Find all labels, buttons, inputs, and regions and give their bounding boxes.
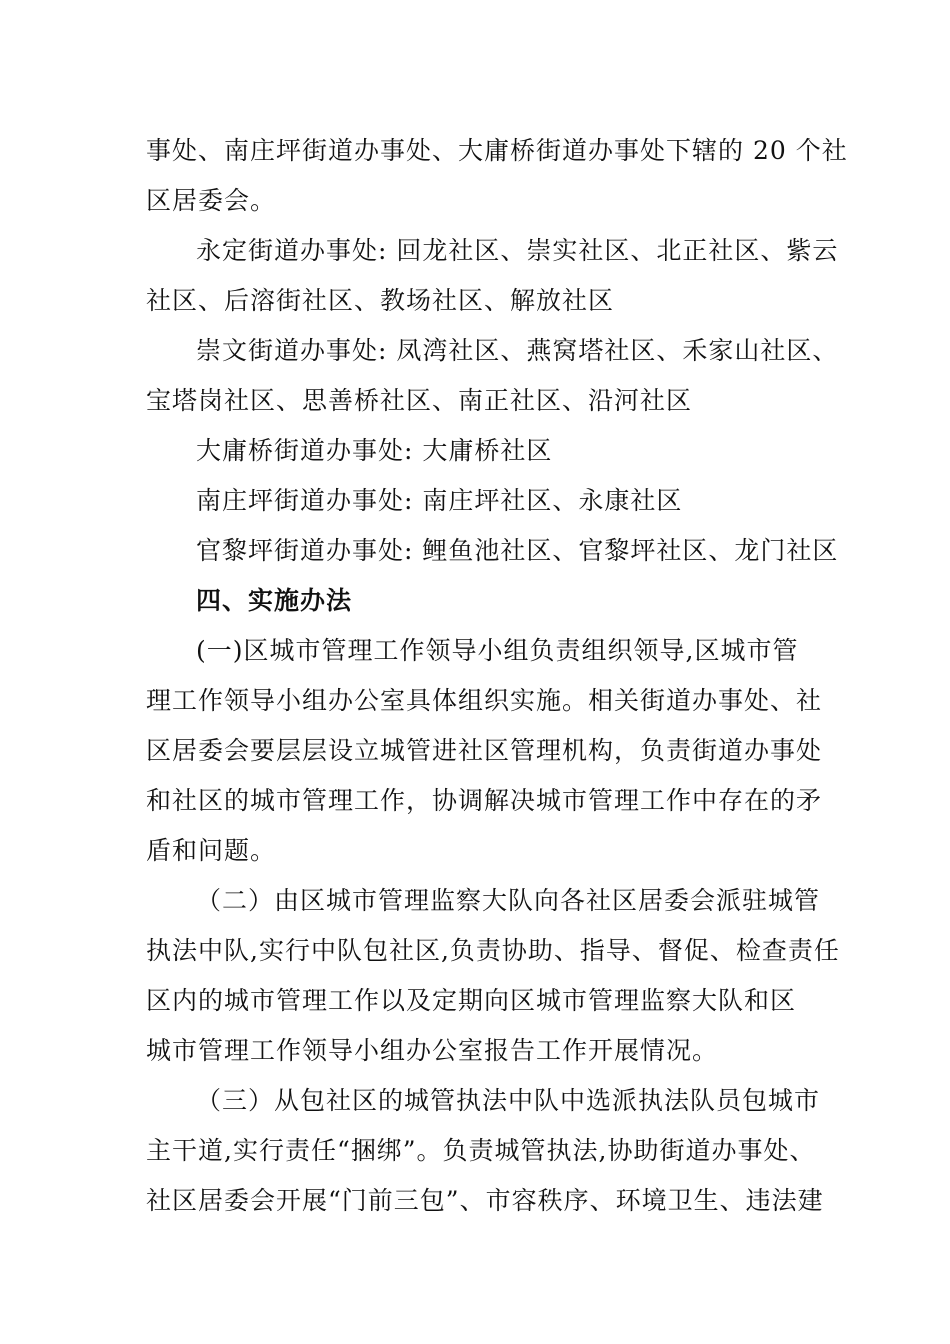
text-line: 和社区的城市管理工作，协调解决城市管理工作中存在的矛 (146, 786, 823, 815)
text-line: 永定街道办事处: 回龙社区、崇实社区、北正社区、紫云 (196, 236, 839, 265)
document-body (146, 126, 848, 1226)
text-line: 事处、南庄坪街道办事处、大庸桥街道办事处下辖的 20 个社 (146, 136, 848, 165)
text-line: 执法中队,实行中队包社区,负责协助、指导、督促、检查责任 (146, 936, 840, 965)
text-line: 盾和问题。 (146, 836, 277, 865)
text-line: 理工作领导小组办公室具体组织实施。相关街道办事处、社 (146, 686, 823, 715)
text-line: 宝塔岗社区、思善桥社区、南正社区、沿河社区 (146, 386, 693, 415)
text-line: 区内的城市管理工作以及定期向区城市管理监察大队和区 (146, 986, 797, 1015)
text-line: 大庸桥街道办事处: 大庸桥社区 (196, 436, 553, 465)
text-line: 南庄坪街道办事处: 南庄坪社区、永康社区 (196, 486, 683, 515)
section-heading: 四、实施办法 (196, 586, 353, 615)
text-line: 官黎坪街道办事处: 鲤鱼池社区、官黎坪社区、龙门社区 (196, 536, 839, 565)
text-line: （二）由区城市管理监察大队向各社区居委会派驻城管 (196, 886, 821, 915)
text-line: 崇文街道办事处: 凤湾社区、燕窝塔社区、禾家山社区、 (196, 336, 839, 365)
text-line: 社区居委会开展“门前三包”、市容秩序、环境卫生、违法建 (146, 1186, 824, 1215)
text-line: 区居委会要层层设立城管进社区管理机构，负责街道办事处 (146, 736, 823, 765)
text-line: 城市管理工作领导小组办公室报告工作开展情况。 (146, 1036, 719, 1065)
text-line: 区居委会。 (146, 186, 277, 215)
text-line: （三）从包社区的城管执法中队中选派执法队员包城市 (196, 1086, 821, 1115)
text-line: 主干道,实行责任“捆绑”。负责城管执法,协助街道办事处、 (146, 1136, 816, 1165)
text-line: (一)区城市管理工作领导小组负责组织领导,区城市管 (196, 636, 799, 665)
text-line: 社区、后溶街社区、教场社区、解放社区 (146, 286, 615, 315)
